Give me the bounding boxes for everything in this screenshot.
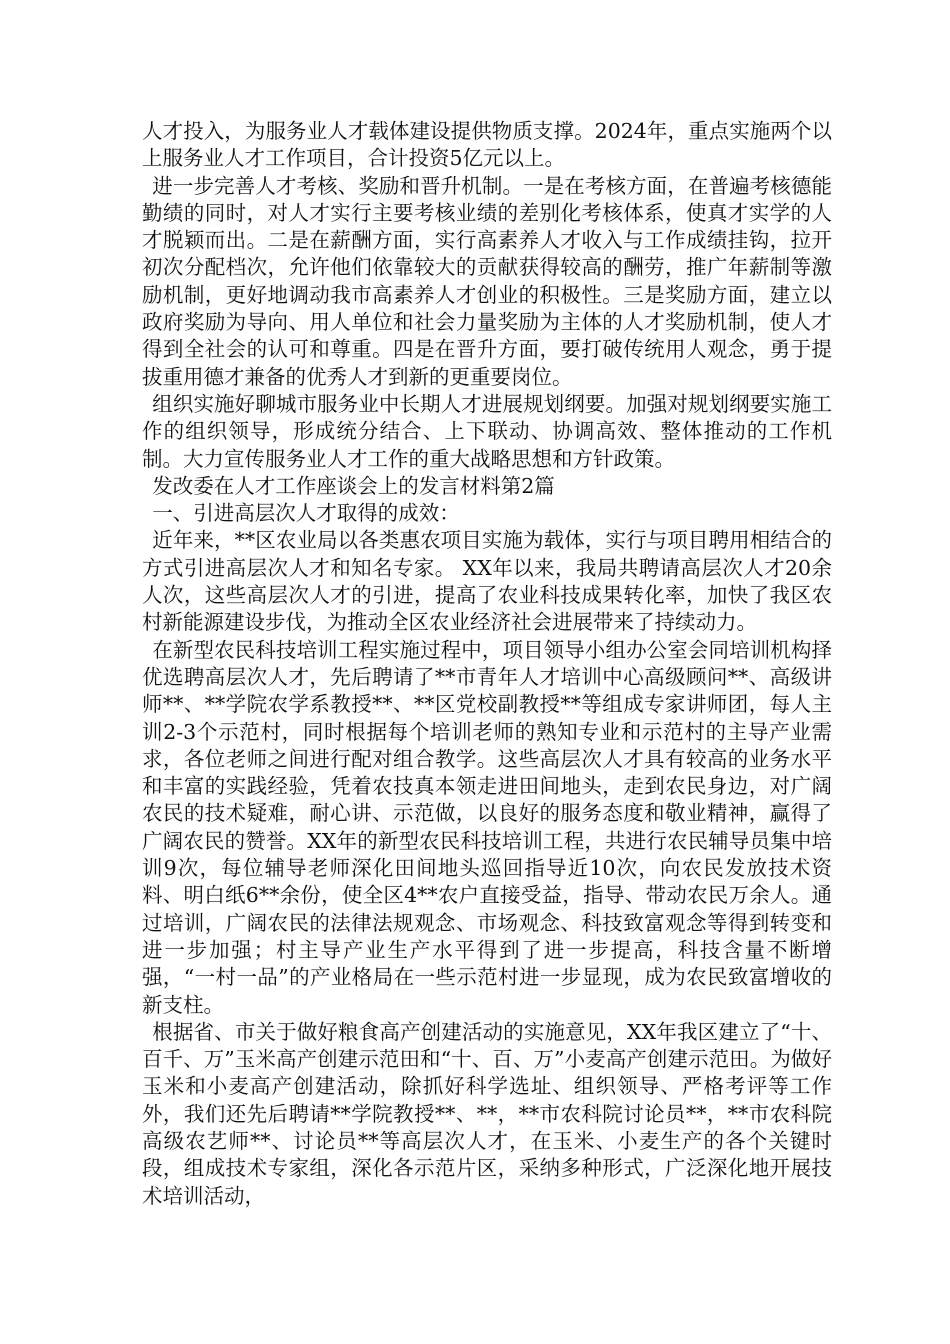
paragraph-recent-years: 近年来，**区农业局以各类惠农项目实施为载体，实行与项目聘用相结合的方式引进高层次人才和知名专家。 XX年以来，我局共聘请高层次人才20余人次，这些高层次人才的引进，提高了农业科技成果转化率，加快了我区农村新能源建设步伐，为推动全区农业经济社会进展带来了持续动力。 [142,528,832,635]
section-heading-achievements: 一、引进高层次人才取得的成效： [152,501,460,526]
paragraph-farmer-training: 在新型农民科技培训工程实施过程中，项目领导小组办公室会同培训机构择优选聘高层次人才，先后聘请了**市青年人才培训中心高级顾问**、高级讲师**、**学院农学系教授**、**区党校副教授**等组成专家讲师团，每人主训2-3个示范村，同时根据每个培训老师的熟知专业和示范村的主导产业需求，各位老师之间进行配对组合教学。这些高层次人才具有较高的业务水平和丰富的实践经验，凭着农技真本领走进田间地头，走到农民身边，对广阔农民的技术疑难，耐心讲、示范做，以良好的服务态度和敬业精神，赢得了广阔农民的赞誉。XX年的新型农民科技培训工程，共进行农民辅导员集中培训9次，每位辅导老师深化田间地头巡回指导近10次，向农民发放技术资料、明白纸6**余份，使全区4**农户直接受益，指导、带动农民万余人。通过培训，广阔农民的法律法规观念、市场观念、科技致富观念等得到转变和进一步加强；村主导产业生产水平得到了进一步提高，科技含量不断增强，“一村一品”的产业格局在一些示范村进一步显现，成为农民致富增收的新支柱。 [142,637,832,1017]
paragraph-planning-outline: 组织实施好聊城市服务业中长期人才进展规划纲要。加强对规划纲要实施工作的组织领导，形成统分结合、上下联动、协调高效、整体推动的工作机制。大力宣传服务业人才工作的重大战略思想和方针政策。 [142,391,832,471]
document-body [142,118,832,1210]
section-title: 发改委在人才工作座谈会上的发言材料第2篇 [152,473,555,498]
paragraph-evaluation-mechanism: 进一步完善人才考核、奖励和晋升机制。一是在考核方面，在普遍考核德能勤绩的同时，对人才实行主要考核业绩的差别化考核体系，使真才实学的人才脱颖而出。二是在薪酬方面，实行高素养人才收入与工作成绩挂钩，拉开初次分配档次，允许他们依靠较大的贡献获得较高的酬劳，推广年薪制等激励机制，更好地调动我市高素养人才创业的积极性。三是奖励方面，建立以政府奖励为导向、用人单位和社会力量奖励为主体的人才奖励机制，使人才得到全社会的认可和尊重。四是在晋升方面，要打破传统用人观念，勇于提拔重用德才兼备的优秀人才到新的更重要岗位。 [142,173,832,389]
paragraph-high-yield-demonstration: 根据省、市关于做好粮食高产创建活动的实施意见，XX年我区建立了“十、百千、万”玉米高产创建示范田和“十、百、万”小麦高产创建示范田。为做好玉米和小麦高产创建活动，除抓好科学选址、组织领导、严格考评等工作外，我们还先后聘请**学院教授**、**，**市农科院讨论员**，**市农科院高级农艺师**、讨论员**等高层次人才，在玉米、小麦生产的各个关键时段，组成技术专家组，深化各示范片区，采纳多种形式，广泛深化地开展技术培训活动， [142,1019,832,1208]
paragraph-continued-investment: 人才投入，为服务业人才载体建设提供物质支撑。2024年，重点实施两个以上服务业人才工作项目，合计投资5亿元以上。 [142,119,832,171]
